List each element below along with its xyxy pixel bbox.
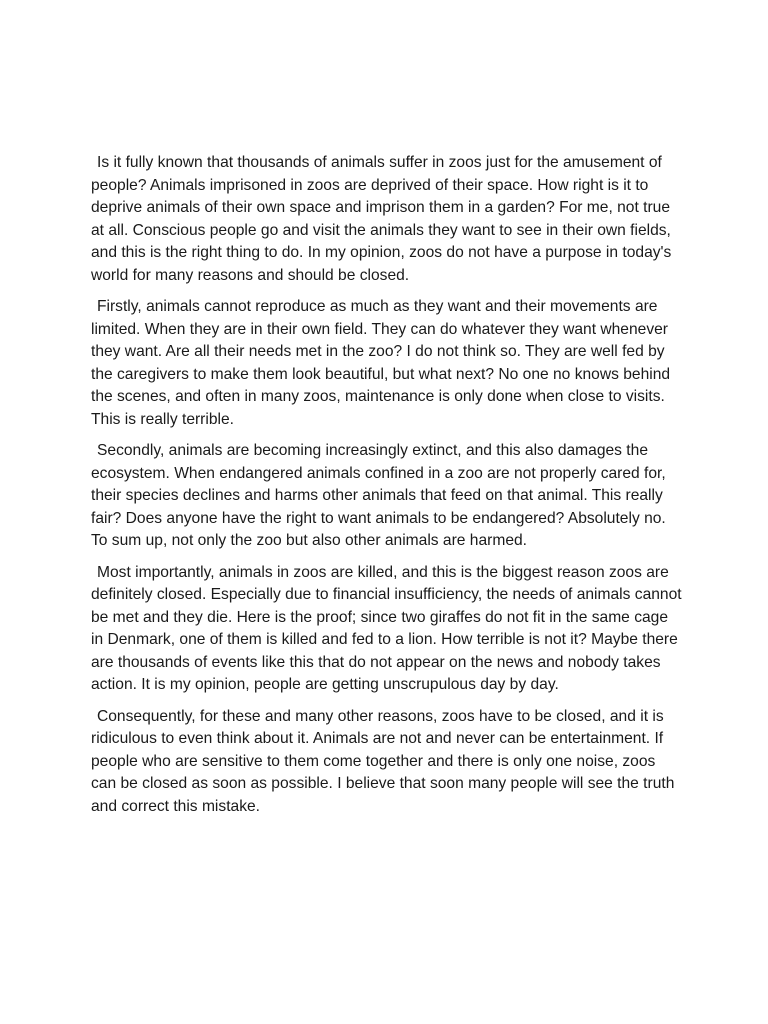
paragraph-firstly: Firstly, animals cannot reproduce as much as they want and their movements are limited. When they are in their own field. They can do whatever they want whenever they want. Are all their needs met in the zoo? I do not think so. They are well fed by the caregivers to make them look beautiful, but what next? No one no knows behind the scenes, and often in many zoos, maintenance is only done when close to visits. This is really terrible. bbox=[91, 298, 671, 428]
essay-body bbox=[91, 152, 683, 827]
paragraph-introduction: Is it fully known that thousands of animals suffer in zoos just for the amusement of people? Animals imprisoned in zoos are deprived of their space. How right is it to deprive animals of their own space and imprison them in a garden? For me, not true at all. Conscious people go and visit the animals they want to see in their own fields, and this is the right thing to do. In my opinion, zoos do not have a purpose in today's world for many reasons and should be closed. bbox=[91, 154, 672, 284]
paragraph-most-importantly: Most importantly, animals in zoos are killed, and this is the biggest reason zoos are definitely closed. Especially due to financial insufficiency, the needs of animals cannot be met and they die. Here is the proof; since two giraffes do not fit in the same cage in Denmark, one of them is killed and fed to a lion. How terrible is not it? Maybe there are thousands of events like this that do not appear on the news and nobody takes action. It is my opinion, people are getting unscrupulous day by day. bbox=[91, 563, 682, 693]
paragraph-secondly: Secondly, animals are becoming increasingly extinct, and this also damages the ecosystem. When endangered animals confined in a zoo are not properly cared for, their species declines and harms other animals that feed on that animal. This really fair? Does anyone have the right to want animals to be endangered? Absolutely no. To sum up, not only the zoo but also other animals are harmed. bbox=[91, 442, 666, 549]
paragraph-conclusion: Consequently, for these and many other reasons, zoos have to be closed, and it is ridiculous to even think about it. Animals are not and never can be entertainment. If people who are sensitive to them come together and there is only one noise, zoos can be closed as soon as possible. I believe that soon many people will see the truth and correct this mistake. bbox=[91, 707, 675, 815]
